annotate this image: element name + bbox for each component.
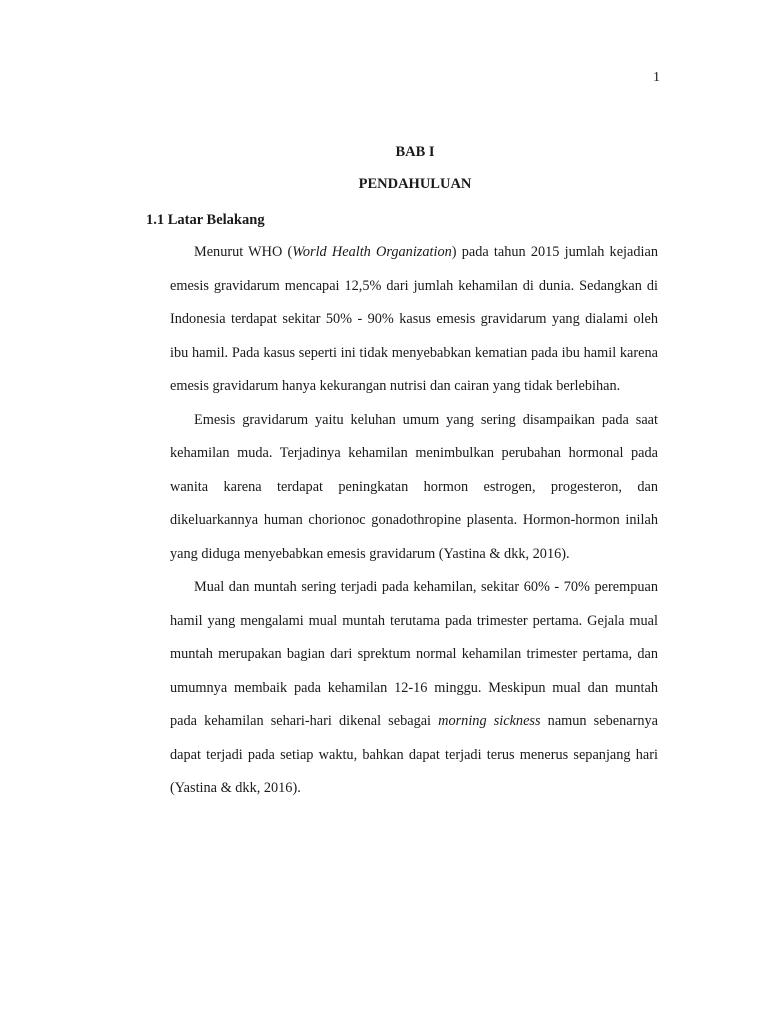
- paragraph-3-part-c: namun sebenarnya dapat terjadi pada setiap waktu, bahkan dapat terjadi terus menerus sepanjang hari (Yastina & dkk, 2016).: [170, 713, 658, 796]
- paragraph-3-part-a: Mual dan muntah sering terjadi pada kehamilan, sekitar 60% - 70% perempuan hamil yang mengalami mual muntah terutama pada trimester pertama. Gejala mual muntah merupakan bagian dari sprektum normal kehamilan trimester pertama, dan umumnya membaik pada kehamilan 12-16 minggu. Meskipun mual dan muntah pada kehamilan sehari-hari dikenal sebagai: [170, 579, 658, 729]
- chapter-heading: [170, 143, 660, 193]
- paragraph-3-italic-term: morning sickness: [438, 713, 541, 729]
- chapter-label: BAB I: [395, 144, 435, 160]
- paragraph-1-part-c: ) pada tahun 2015 jumlah kejadian emesis gravidarum mencapai 12,5% dari jumlah kehamilan di dunia. Sedangkan di Indonesia terdapat sekitar 50% - 90% kasus emesis gravidarum yang dialami oleh ibu hamil. Pada kasus seperti ini tidak menyebabkan kematian pada ibu hamil karena emesis gravidarum hanya kekurangan nutrisi dan cairan yang tidak berlebihan.: [170, 244, 658, 394]
- body-text: [170, 236, 658, 806]
- paragraph-2: Emesis gravidarum yaitu keluhan umum yang sering disampaikan pada saat kehamilan muda. Terjadinya kehamilan menimbulkan perubahan hormonal pada wanita karena terdapat peningkatan hormon estrogen, progesteron, dan dikeluarkannya human chorionoc gonadothropine plasenta. Hormon-hormon inilah yang diduga menyebabkan emesis gravidarum (Yastina & dkk, 2016).: [170, 411, 658, 562]
- paragraph-1-part-a: Menurut WHO (: [194, 244, 293, 260]
- paragraph-1-italic-term: World Health Organization: [292, 244, 452, 260]
- chapter-title: PENDAHULUAN: [358, 176, 472, 192]
- page-number: 1: [653, 70, 660, 85]
- paragraph-1: [170, 236, 658, 404]
- paragraph-3: [170, 571, 658, 806]
- section-heading: 1.1 Latar Belakang: [146, 212, 265, 228]
